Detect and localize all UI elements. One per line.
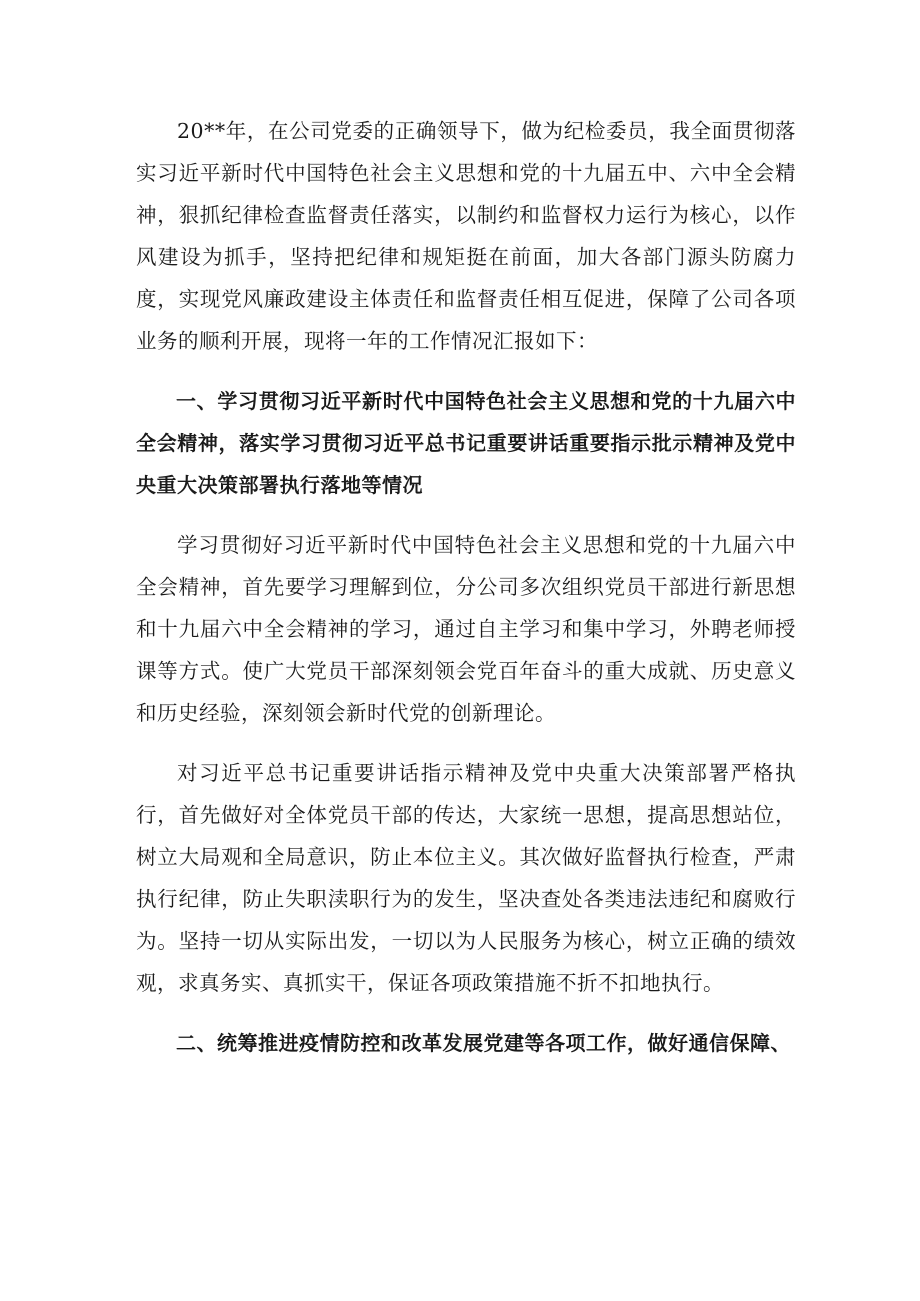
section-2-heading: 二、统筹推进疫情防控和改革发展党建等各项工作，做好通信保障、 xyxy=(176,1031,791,1055)
section-1-heading: 一、学习贯彻习近平新时代中国特色社会主义思想和党的十九届六中全会精神，落实学习贯彻习近平总书记重要讲话重要指示批示精神及党中央重大决策部署执行落地等情况 xyxy=(136,389,796,497)
intro-paragraph: 20**年，在公司党委的正确领导下，做为纪检委员，我全面贯彻落实习近平新时代中国特色社会主义思想和党的十九届五中、六中全会精神，狠抓纪律检查监督责任落实，以制约和监督权力运行为核心，以作风建设为抓手，坚持把纪律和规矩挺在前面，加大各部门源头防腐力度，实现党风廉政建设主体责任和监督责任相互促进，保障了公司各项业务的顺利开展，现将一年的工作情况汇报如下： xyxy=(136,119,796,353)
section-1-paragraph-1: 学习贯彻好习近平新时代中国特色社会主义思想和党的十九届六中全会精神，首先要学习理解到位，分公司多次组织党员干部进行新思想和十九届六中全会精神的学习，通过自主学习和集中学习，外聘老师授课等方式。使广大党员干部深刻领会党百年奋斗的重大成就、历史意义和历史经验，深刻领会新时代党的创新理论。 xyxy=(136,533,796,725)
document-page xyxy=(136,110,796,1064)
section-1-paragraph-2: 对习近平总书记重要讲话指示精神及党中央重大决策部署严格执行，首先做好对全体党员干部的传达，大家统一思想，提高思想站位，树立大局观和全局意识，防止本位主义。其次做好监督执行检查，严肃执行纪律，防止失职渎职行为的发生，坚决查处各类违法违纪和腐败行为。坚持一切从实际出发，一切以为人民服务为核心，树立正确的绩效观，求真务实、真抓实干，保证各项政策措施不折不扣地执行。 xyxy=(136,761,796,995)
